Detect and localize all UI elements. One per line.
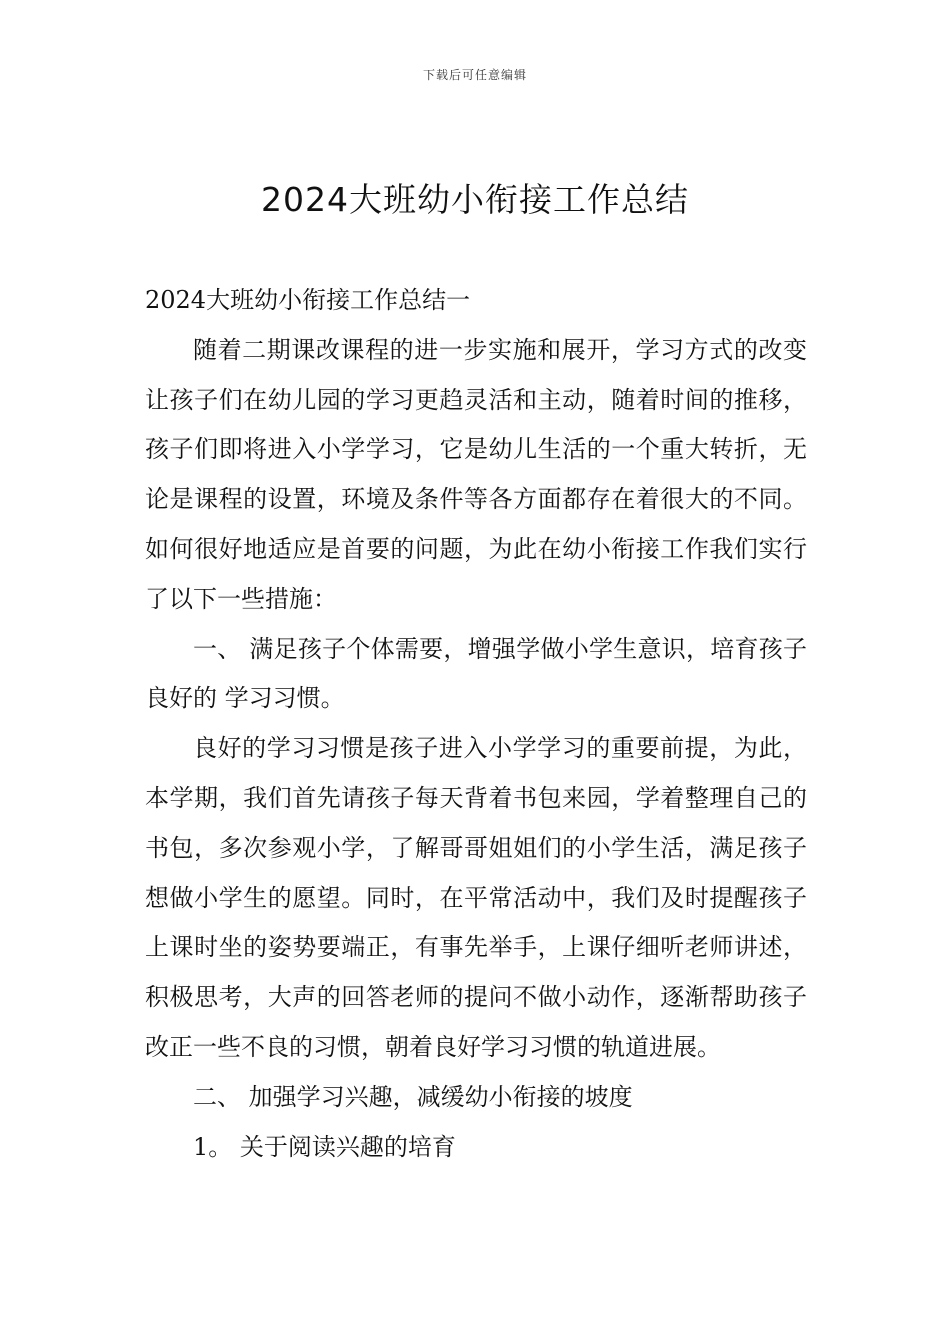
- paragraph-habits: 良好的学习习惯是孩子进入小学学习的重要前提，为此，本学期，我们首先请孩子每天背着书包来园，学着整理自己的书包，多次参观小学，了解哥哥姐姐们的小学生活，满足孩子想做小学生的愿望。同时，在平常活动中，我们及时提醒孩子上课时坐的姿势要端正，有事先举手，上课仔细听老师讲述，积极思考，大声的回答老师的提问不做小动作，逐渐帮助孩子改正一些不良的习惯，朝着良好学习习惯的轨道进展。: [145, 734, 807, 1061]
- document-body: [145, 276, 807, 1172]
- header-note: 下载后可任意编辑: [422, 68, 527, 82]
- paragraph-intro: 随着二期课改课程的进一步实施和展开，学习方式的改变让孩子们在幼儿园的学习更趋灵活和主动，随着时间的推移，孩子们即将进入小学学习，它是幼儿生活的一个重大转折，无论是课程的设置，环境及条件等各方面都存在着很大的不同。如何很好地适应是首要的问题，为此在幼小衔接工作我们实行了以下一些措施：: [145, 335, 807, 613]
- heading-section-one: 一、 满足孩子个体需要，增强学做小学生意识，培育孩子良好的 学习习惯。: [145, 634, 807, 713]
- heading-item-one: 1。 关于阅读兴趣的培育: [193, 1132, 456, 1161]
- section-subtitle: 2024大班幼小衔接工作总结一: [145, 286, 471, 314]
- heading-section-two: 二、 加强学习兴趣，减缓幼小衔接的坡度: [193, 1082, 633, 1111]
- document-title: 2024大班幼小衔接工作总结: [261, 180, 689, 219]
